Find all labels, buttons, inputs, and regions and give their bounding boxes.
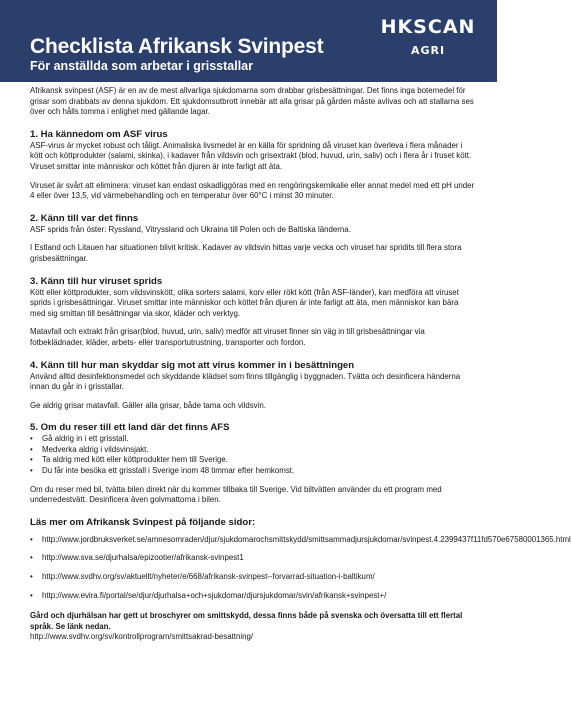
read-more-links [30, 534, 571, 601]
reference-link[interactable]: • http://www.evira.fi/portal/se/djur/djurhalsa+och+sjukdomar/djursjukdomar/svin/afrikansk+svinpest+/ [30, 591, 475, 602]
list-item: • Du får inte besöka ett grisstall i Sverige inom 48 timmar efter hemkomst. [30, 466, 475, 477]
section-2-paragraph: ASF sprids från öster: Ryssland, Vitryssland och Ukraina till Polen och de Baltiska länderna. [30, 224, 351, 234]
logo-sub-text: AGRI [410, 44, 446, 57]
page-title: Checklista Afrikansk Svinpest [30, 35, 324, 58]
document-body [30, 86, 571, 651]
section-2-heading: 2. Känn till var det finns [30, 212, 139, 224]
section-3-paragraph: Kött eller köttprodukter, som vildsvinskött, olika sorters salami, korv eller rökt kött (från ASF-länder), kan medföra att viruset sprids i grisbesättningar. Viruset smittar inte människor och köttet från djuren är inte farligt att äta, men människor kan bära med sig smittan till besättningar via skor, kläder och verktyg. [30, 287, 459, 318]
page-subtitle: För anställda som arbetar i grisstallar [30, 59, 253, 73]
section-2-paragraph: I Estland och Litauen har situationen blivit kritisk. Kadaver av vildsvin hittas varje vecka och viruset har spridits till flera stora grisbesättningar. [30, 243, 462, 263]
logo-main-text: HKSCAN [380, 16, 476, 38]
list-item: • Gå aldrig in i ett grisstall. [30, 434, 475, 445]
section-4-paragraph: Ge aldrig grisar matavfall. Gäller alla grisar, både tama och vildsvin. [30, 400, 266, 410]
reference-link[interactable]: • http://www.svdhv.org/sv/aktuellt/nyheter/e/668/afrikansk-svinpest--forvarrad-situation-i-baltikum/ [30, 572, 475, 583]
read-more-heading: Läs mer om Afrikansk Svinpest på följande sidor: [30, 516, 256, 528]
footer-note: Gård och djurhälsan har gett ut broschyrer om smittskydd, dessa finns både på svenska och översatta till ett flertal språk. Se länk nedan. [30, 611, 463, 631]
section-4-paragraph: Använd alltid desinfektionsmedel och skyddande klädsel som finns tillgänglig i byggnaden. Tvätta och desinficera händerna innan du går in i grisstallar. [30, 371, 461, 392]
section-3-paragraph: Matavfall och extrakt från grisar(blod, huvud, urin, saliv) medför att viruset finner sin väg in till grisbesättningar via fotbeklädnader, kläder, arbets- eller transportutrustning, transporter och fordon. [30, 327, 425, 347]
list-item: • Medverka aldrig i vildsvinsjakt. [30, 445, 475, 456]
section-1-heading: 1. Ha kännedom om ASF virus [30, 128, 168, 140]
footer-link[interactable]: http://www.svdhv.org/sv/kontrollprogram/smittsakrad-besattning/ [30, 632, 254, 642]
section-3-heading: 3. Känn till hur viruset sprids [30, 275, 163, 287]
list-item: • Ta aldrig med kött eller köttprodukter hem till Sverige. [30, 455, 475, 466]
travel-rules-list [30, 434, 475, 476]
section-4-heading: 4. Känn till hur man skyddar sig mot att virus kommer in i besättningen [30, 359, 355, 371]
header-banner [0, 0, 497, 82]
section-5-paragraph: Om du reser med bil, tvätta bilen direkt när du kommer tillbaka till Sverige. Vid biltvätten använder du ett program med underredestvätt. Desinficera även golvmattorna i bilen. [30, 484, 442, 505]
section-5-heading: 5. Om du reser till ett land där det finns AFS [30, 422, 230, 434]
reference-link[interactable]: • http://www.sva.se/djurhalsa/epizootier/afrikansk-svinpest1 [30, 553, 475, 564]
intro-paragraph: Afrikansk svinpest (ASF) är en av de mest allvarliga sjukdomarna som drabbar grisbesättningar. Det finns inga botemedel för grisar som drabbats av denna sjukdom. Ett sjukdomsutbrott innebär att alla grisar på gården måste avlivas och att stallarna ses över och hålls tomma i enlighet med gällande lagar. [30, 86, 474, 117]
reference-link[interactable]: • http://www.jordbruksverket.se/amnesomraden/djur/sjukdomarochsmittskydd/smittsammadjursjukdomar/svinpest.4.2399437f11fd570e67580001365.html [30, 535, 475, 546]
section-1-paragraph: ASF-virus är mycket robust och tåligt. Animaliska livsmedel är en källa för spridning då viruset kan överleva i flera månader i kött och köttprodukter (salami, skinka), i kadaver från vildsvin och grisextrakt (blod, huvud, urin, saliv) och i flera år i fruset kött. Viruset smittar inte människor och köttet från djuren är inte farligt att äta. [30, 140, 472, 171]
section-1-paragraph: Viruset är svårt att eliminera: viruset kan endast oskadliggöras med en rengöringskemikalie eller annat medel med ett pH under 4 eller över 13,5, vid värmebehandling och en temperatur över 60°C i minst 30 minuter. [30, 180, 475, 201]
hkscan-logo [378, 16, 478, 66]
